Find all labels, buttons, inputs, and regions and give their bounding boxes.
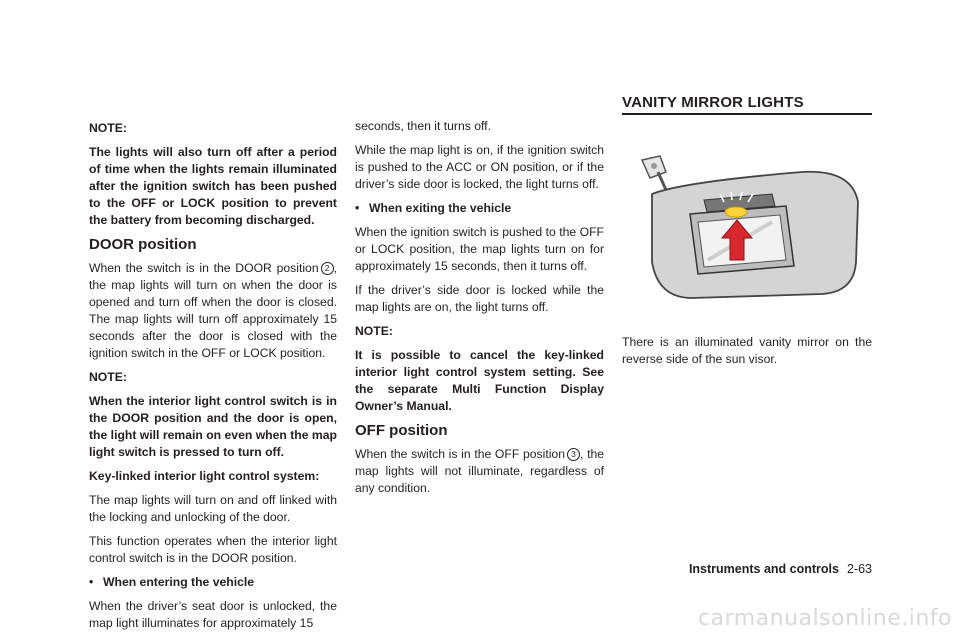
door-position-heading: DOOR position xyxy=(89,236,197,253)
circled-number-icon: 3 xyxy=(567,448,580,461)
vanity-mirror-heading: VANITY MIRROR LIGHTS xyxy=(622,94,872,115)
vanity-light xyxy=(725,207,747,217)
bullet-label: When exiting the vehicle xyxy=(369,201,512,215)
sun-visor-illustration xyxy=(622,142,872,317)
vanity-mirror-caption: There is an illuminated vanity mirror on the reverse side of the sun visor. xyxy=(622,335,872,366)
bullet-icon: • xyxy=(355,201,360,215)
watermark: carmanualsonline.info xyxy=(698,606,952,631)
sun-visor-image xyxy=(622,142,872,317)
off-text-part: When the switch is in the OFF position xyxy=(355,447,565,461)
note-label: NOTE: xyxy=(89,370,127,384)
visor-rod xyxy=(658,172,666,190)
middle-column xyxy=(355,118,604,504)
locked-text: If the driver’s side door is locked while the map lights are on, the light turns off. xyxy=(355,283,604,314)
key-linked-text: The map lights will turn on and off linked with the locking and unlocking of the door. xyxy=(89,493,337,524)
note-text: It is possible to cancel the key-linked interior light control system setting. See the separate Multi Function Display Owner’s Manual. xyxy=(355,348,604,413)
note-text: When the interior light control switch is in the DOOR position and the door is open, the light will remain on even when the map light switch is pressed to turn off. xyxy=(89,394,337,459)
bullet-icon: • xyxy=(89,575,94,589)
entering-text: When the driver’s seat door is unlocked, the map light illuminates for approximately 15 xyxy=(89,599,337,630)
page-footer xyxy=(689,562,872,576)
exiting-text: When the ignition switch is pushed to the OFF or LOCK position, the map lights turn on for approximately 15 seconds, then it turns off. xyxy=(355,225,604,273)
footer-section-title: Instruments and controls xyxy=(688,562,839,576)
key-linked-heading: Key-linked interior light control system: xyxy=(89,469,320,483)
page-number: 2-63 xyxy=(846,562,872,576)
bullet-entering xyxy=(89,574,337,591)
off-position-heading: OFF position xyxy=(355,422,448,439)
note-label: NOTE: xyxy=(355,324,393,338)
hinge-screw xyxy=(651,163,657,169)
continued-text: seconds, then it turns off. xyxy=(355,119,491,133)
circled-number-icon: 2 xyxy=(321,262,334,275)
door-text-part: When the switch is in the DOOR position xyxy=(89,261,319,275)
door-position-text xyxy=(89,260,337,362)
left-column xyxy=(89,118,337,639)
bullet-exiting xyxy=(355,200,604,217)
off-position-text xyxy=(355,446,604,497)
note-text: The lights will also turn off after a period of time when the lights remain illuminated after the ignition switch has been pushed to the OFF or LOCK position to prevent the battery from becoming discharged. xyxy=(89,145,337,227)
note-label: NOTE: xyxy=(89,121,127,135)
door-text-part: , the map lights will turn on when the door is opened and turn off when the door is closed. The map lights will turn off approximately 15 seconds after the door is closed with the ignition switch in the OFF or LOCK position. xyxy=(89,261,337,360)
while-text: While the map light is on, if the ignition switch is pushed to the ACC or ON position, or if the driver’s side door is locked, the light turns off. xyxy=(355,143,604,191)
off-text-part: , the map lights will not illuminate, regardless of any condition. xyxy=(355,447,605,495)
bullet-label: When entering the vehicle xyxy=(103,575,255,589)
function-text: This function operates when the interior light control switch is in the DOOR position. xyxy=(89,534,337,565)
